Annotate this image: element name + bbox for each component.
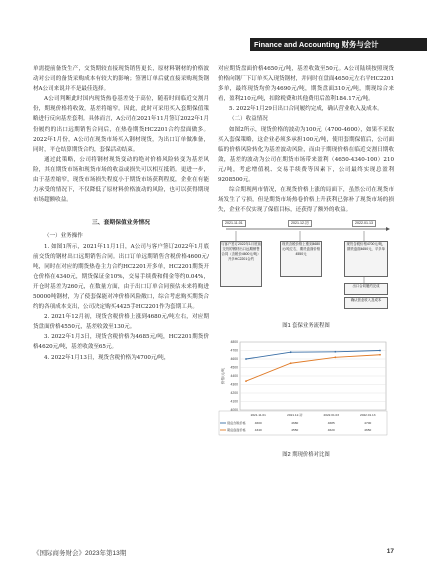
y-tick-label: 4400: [230, 373, 238, 378]
paragraph: 通过此策略，公司将钢材现货变动的绝对价格风险转变为基差风险，其在期货市场和现货市场的收益或损失可以相互抵销。更进一步，由于基差缩窄，现货市场损失程度小于期货市场获利程度，企业在有能力承受的情况下，不仅降低了原材料价格波动的风险，也可以获得期现市场超额收益。: [33, 156, 209, 204]
y-tick-label: 4700: [230, 348, 238, 353]
paragraph: 3. 2022年1月3日，现货含税价格为4685元/吨，HC2201期货价格4620元/吨，基差收敛至65元。: [33, 334, 209, 351]
data-label: 4685: [327, 420, 335, 425]
series-line: [246, 354, 380, 380]
data-point: [245, 358, 247, 360]
paragraph: 2. 2021年12月初，现货含税价格上涨到4680元/吨左右，对应期货盘面价格4550元，基差收敛至130元。: [33, 314, 209, 331]
paragraph: 如图2所示，现货价格的波动为100元（4700-4600），如果不采取买入套保策略，这企业必须多承担100元/吨，使用套期保值后，公司面临的价格风险转化为基差波动风险，而由于期现价格在临近交割日期收敛，基差的波动为公司在期货市场带来盈利（4650-4340-100）210元/吨，考虑增值税、交易手续费等因素下，公司最终实现总盈利9208500元。: [218, 126, 394, 184]
flow-diagram: [218, 219, 394, 319]
data-label: 4680: [291, 420, 299, 425]
data-point: [334, 356, 336, 358]
paragraph: A公司判断此时国内现货热卷基差处于高位，随着时间临近交割月份，期现价格将收敛，基差将缩窄。因此，此时可采用买入套期保值策略进行反向基差套利。具体而言，A公司在2021年11月签订2022年1月份履约的出口远期销售合同后，在热卷期货HC2201合约盘面做多。2022年1月份，A公司在现货市场买入钢材现货，为出口订单做准备，同时，平仓结算期货合约，套保活动结束。: [33, 96, 209, 153]
y-tick-label: 4500: [230, 365, 238, 370]
data-label: 4550: [291, 427, 299, 432]
y-tick-label: 4200: [230, 390, 238, 395]
date-label: 2022.01.13: [352, 220, 376, 227]
x-tick-label: 2021.12.初: [287, 412, 303, 417]
flow-box: 现货含税价格上涨到4680元/吨左右，期货盘面价格4550元: [280, 241, 322, 277]
journal-name: 《国际商务财会》2023年第13期: [33, 550, 127, 557]
series-line: [246, 350, 380, 359]
paragraph: 单需提前备货生产，交货期较直接现货销售更长，原材料钢材的价格波动对公司的备货采购成本有较大的影响；签署订单后就直接采购现货钢材A公司来说并不是最佳选择。: [33, 66, 209, 93]
paragraph: 对应期货盘面价格4650元/吨，基差收敛至50元。A公司陆续按照现货价格向钢厂下订单买入现货钢材，并同时在盘面4650元左右平HC2201多单，最终现货均价为4690元/吨，期货盘面310元/吨，期现综合来看，盈利210元/吨，扣除税费和其他费用后盈利184.17元/吨。: [218, 66, 394, 103]
x-tick-label: 2021.11.01: [250, 412, 266, 417]
y-tick-label: 4000: [230, 407, 238, 412]
data-point: [290, 362, 292, 364]
price-chart: [218, 336, 394, 448]
y-tick-label: 4800: [230, 339, 238, 344]
paragraph: 1. 如图1所示，2021年11月1日，A公司与客户签订2022年1月底前交货的钢材出口远期销售合同。出口订单远期销售含税价格4600元/吨，同时在对应的期货热卷主力合约HC2201开多单，HC2201期货开仓价格在4340元，期货保证金10%，交易手续费和佣金等约0.04%，开仓时基差为260元，在数量方面，由于出口订单合同预估未来将购进50000吨钢材，为了使套保能对冲价格风险敞口，综合考虑购买期货合约的各项成本支出，公司决定购买4425手HC2201作为套期工具。: [33, 243, 209, 311]
flow-box: 与客户签订2022年1月底前交货的钢材出口远期销售合同（含税价4600元/吨）开多HC2201合约: [220, 241, 262, 287]
y-tick-label: 4600: [230, 356, 238, 361]
subsection-heading: （二）收益情况: [229, 116, 268, 123]
figure-caption: 图1 套保业务流程图: [282, 323, 330, 330]
date-label: 2021.12.初: [288, 220, 312, 227]
x-tick-label: 2022.01.03: [323, 412, 339, 417]
y-tick-label: 4300: [230, 382, 238, 387]
data-label: 4700: [364, 420, 372, 425]
price-chart-svg: [218, 336, 394, 448]
flow-box: 现货含税价格4700元/吨，期货盘面4650元，平多单: [344, 241, 388, 277]
data-label: 4650: [364, 427, 372, 432]
date-label: 2021.11.01: [222, 220, 246, 227]
legend-label: 期货盘面价格: [227, 427, 246, 432]
flow-box: 确认营业收入及成本: [344, 297, 388, 309]
data-point: [245, 380, 247, 382]
data-label: 4620: [327, 427, 335, 432]
section-heading: 三、套期保值业务情况: [92, 220, 150, 227]
left-column: [33, 64, 209, 363]
subsection-heading: （一）业务操作: [44, 233, 83, 240]
legend-label: 现货含税价格: [227, 420, 246, 425]
paragraph: 5. 2022年1月29日出口合同履约完成，确认营业收入及成本。: [229, 106, 383, 113]
page-footer: [33, 548, 394, 557]
section-banner: Finance and Accounting 财务与会计: [250, 38, 427, 51]
right-column: [218, 64, 394, 464]
data-label: 4600: [254, 420, 262, 425]
paragraph: 4. 2022年1月13日，现货含税价格为4700元/吨，: [44, 354, 170, 361]
data-point: [379, 349, 381, 351]
flow-box: 出口合同履约完成: [344, 283, 388, 295]
x-tick-label: 2022.01.13: [360, 412, 376, 417]
data-point: [379, 353, 381, 355]
paragraph: 综合期现两市情况，在现货价格上涨的局面下，虽然公司在现货市场发生了亏损，但是期货市场热卷价格上升获利已弥补了现货市场的损失，企业不仅实现了保值目标，还获得了额外的收益。: [218, 187, 394, 214]
figure-caption: 图2 期现价格对比图: [282, 451, 330, 458]
data-label: 4340: [254, 427, 262, 432]
y-tick-label: 4100: [230, 399, 238, 404]
y-axis-label: 价格/元/吨: [221, 367, 225, 384]
data-point: [334, 350, 336, 352]
page-number: 17: [386, 548, 394, 555]
data-point: [290, 351, 292, 353]
